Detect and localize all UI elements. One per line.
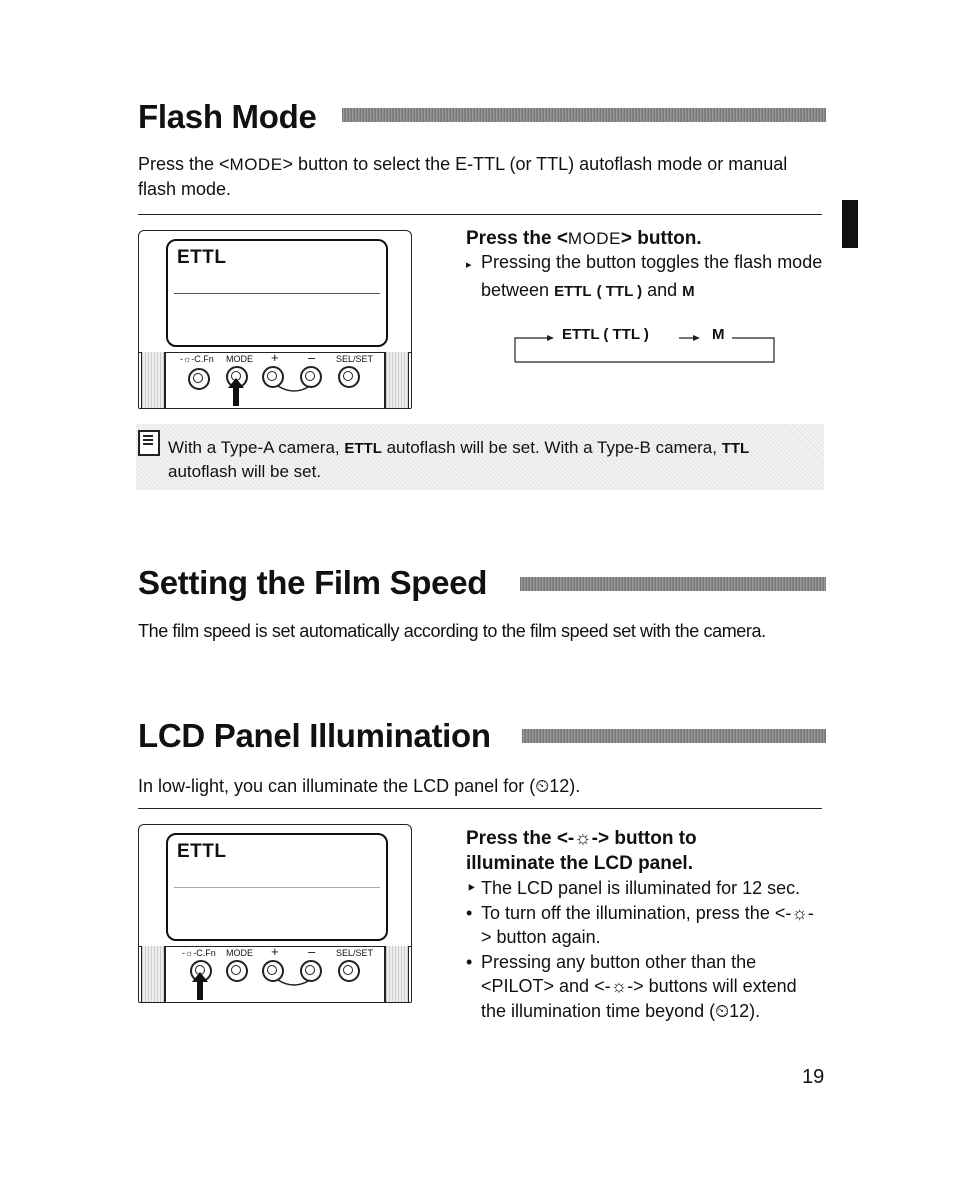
section-divider [138,214,822,215]
selset-button-label: SEL/SET [336,354,374,364]
list-item: • To turn off the illumination, press the <-☼-> button again. [466,902,814,947]
light-button-label: -☼-C.Fn [182,948,216,958]
plus-button-label: + [271,944,279,959]
list-item: ▸ Pressing the button toggles the flash mode between ETTL ( TTL ) and M [466,252,823,300]
lcd-panel-illustration [138,230,412,409]
mode-button-label: MODE [226,948,253,958]
plus-button-label: + [271,350,279,365]
minus-button-label: – [308,350,316,365]
lcd-mode-label: ETTL [177,247,227,268]
lcd-illumination-step-title: Press the <-☼-> button to illuminate the LCD panel. [466,828,697,874]
lcd-illumination-title-bar [522,729,826,743]
flash-mode-title-bar [342,108,826,122]
film-speed-title-bar [520,577,826,591]
film-speed-text: The film speed is set automatically according to the film speed set with the camera. [138,621,766,641]
minus-button-label: – [308,944,316,959]
selset-button[interactable] [338,366,360,388]
press-arrow-icon [224,360,334,408]
film-speed-title: Setting the Film Speed [138,564,488,601]
section-divider [138,808,822,809]
lcd-panel-illustration [138,824,412,1003]
flow-ettl-label: ETTL ( TTL ) [562,326,649,343]
flash-mode-title: Flash Mode [138,98,317,135]
lcd-screen [166,239,388,347]
light-button[interactable] [188,368,210,390]
lcd-illumination-title: LCD Panel Illumination [138,717,491,754]
selset-button-label: SEL/SET [336,948,374,958]
mode-button-label: MODE [226,354,253,364]
light-button-label: -☼-C.Fn [180,354,214,364]
lcd-illumination-intro: In low-light, you can illuminate the LCD panel for (⏲12). [138,776,581,796]
mode-toggle-diagram [514,326,774,362]
flash-mode-step-title: Press the <MODE> button. [466,228,702,249]
note-box [136,424,824,490]
selset-button[interactable] [338,960,360,982]
lcd-mode-label: ETTL [177,841,227,862]
list-item: • Pressing any button other than the <PILOT> and <-☼-> buttons will extend the illumination time beyond (⏲12). [466,951,797,1021]
list-item: ‣ The LCD panel is illuminated for 12 sec. [466,878,801,898]
flash-mode-step-bullets [466,250,826,304]
note-icon [138,430,160,456]
page-number: 19 [802,1066,825,1088]
flash-mode-intro: Press the <MODE> button to select the E-TTL (or TTL) autoflash mode or manual flash mode. [138,154,788,199]
edge-tab-marker [842,200,858,248]
flow-m-label: M [712,326,725,343]
note-text: With a Type-A camera, ETTL autoflash will be set. With a Type-B camera, TTL autoflash will be set. [168,438,750,481]
lcd-screen [166,833,388,941]
lcd-illumination-step-bullets [466,876,820,1023]
press-arrow-icon [188,954,328,1002]
